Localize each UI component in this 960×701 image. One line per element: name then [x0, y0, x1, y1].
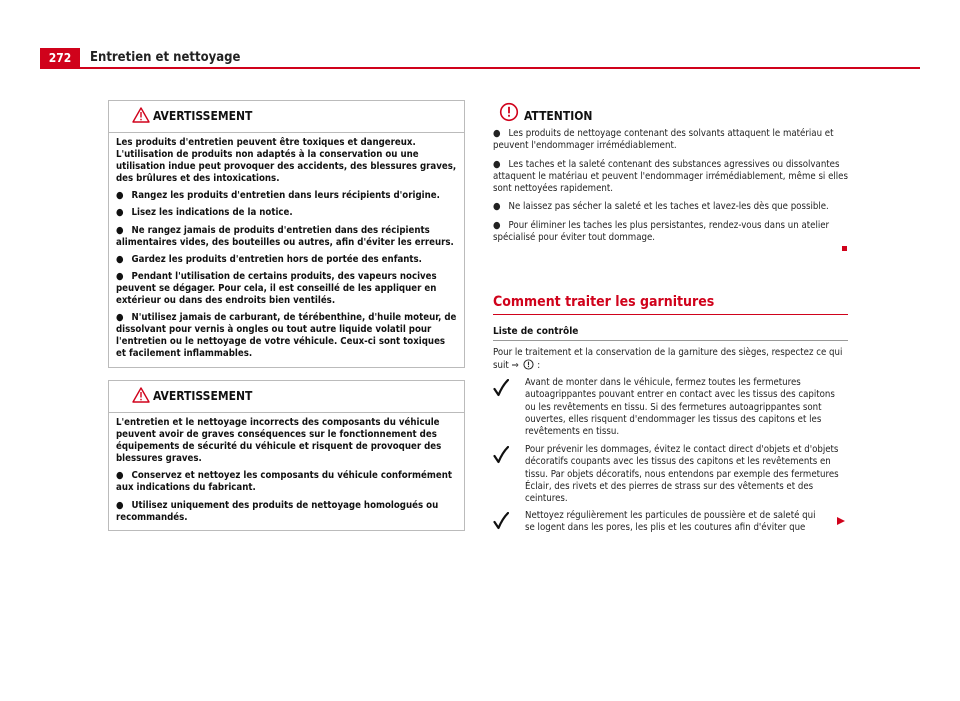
- warning-box-header: [109, 381, 464, 412]
- exclamation-circle-icon: [523, 359, 534, 370]
- attention-heading: ATTENTION: [524, 109, 593, 123]
- end-of-section-marker: [842, 246, 847, 251]
- continue-arrow-icon: [836, 516, 846, 526]
- warning-heading: AVERTISSEMENT: [153, 389, 253, 403]
- checklist-item: [493, 377, 848, 438]
- warning-item: ● Lisez les indications de la notice.: [116, 207, 293, 219]
- warning-body: [109, 413, 464, 530]
- checkmark-icon: [493, 379, 509, 397]
- checklist-item: [493, 510, 848, 535]
- attention-body: [493, 128, 848, 250]
- warning-intro: L'entretien et le nettoyage incorrects des composants du véhicule peuvent avoir de graves conséquences sur le fonctionnement des équipements de sécurité du véhicule et risquent de provoquer des blessures graves.: [116, 417, 442, 465]
- attention-item: ● Les produits de nettoyage contenant des solvants attaquent le matériau et peuvent l'endommager irrémédiablement.: [493, 128, 834, 152]
- checklist-text: Pour prévenir les dommages, évitez le contact direct d'objets et d'objets décoratifs coupants avec les tissus des capitons et les revêtements en tissu. Par objets décoratifs, nous entendons par exemple des fermetures Éclair, des rivets et des pierres de strass sur des vêtements et des ceintures.: [525, 444, 839, 505]
- warning-item: ● Conservez et nettoyez les composants du véhicule conformément aux indications du fabricant.: [116, 470, 452, 494]
- section-title: Comment traiter les garnitures: [493, 294, 715, 310]
- header-rule: [40, 67, 920, 69]
- exclamation-circle-icon: [499, 102, 519, 122]
- warning-intro: Les produits d'entretien peuvent être toxiques et dangereux. L'utilisation de produits non adaptés à la conservation ou une utilisation indue peut provoquer des accidents, des blessures graves, des brûlures et des intoxications.: [116, 137, 457, 185]
- warning-item: ● Gardez les produits d'entretien hors de portée des enfants.: [116, 253, 422, 265]
- warning-item: ● Rangez les produits d'entretien dans leurs récipients d'origine.: [116, 190, 440, 202]
- warning-box-maintenance: [108, 380, 465, 531]
- checklist-item: [493, 444, 848, 505]
- warning-heading: AVERTISSEMENT: [153, 109, 253, 123]
- section-intro: Pour le traitement et la conservation de la garniture des sièges, respectez ce qui suit ⇒ :: [493, 347, 843, 372]
- warning-triangle-icon: [132, 107, 150, 123]
- warning-body: [109, 133, 464, 367]
- attention-item: ● Les taches et la saleté contenant des substances agressives ou dissolvantes attaquent le matériau et peuvent l'endommager irrémédiablement, même si elles sont nettoyées rapidement.: [493, 158, 848, 195]
- section-rule: [493, 314, 848, 315]
- attention-item: ● Ne laissez pas sécher la saleté et les taches et lavez-les dès que possible.: [493, 201, 829, 213]
- page-number: 272: [40, 48, 80, 68]
- warning-item: ● N'utilisez jamais de carburant, de térébenthine, d'huile moteur, de dissolvant pour vernis à ongles ou tout autre liquide volatil pour l'entretien ou le nettoyage de votre véhicule. Ceux-ci sont toxiques et facilement inflammables.: [116, 312, 457, 360]
- warning-box-chemicals: [108, 100, 465, 368]
- subsection-rule: [493, 340, 848, 341]
- attention-item: ● Pour éliminer les taches les plus persistantes, rendez-vous dans un atelier spécialisé pour éviter tout dommage.: [493, 219, 830, 244]
- warning-item: ● Utilisez uniquement des produits de nettoyage homologués ou recommandés.: [116, 499, 439, 523]
- warning-item: ● Pendant l'utilisation de certains produits, des vapeurs nocives peuvent se dégager. Pour cela, il est conseillé de les appliquer en extérieur ou dans des endroits bien ventilés.: [116, 270, 437, 307]
- checkmark-icon: [493, 446, 509, 464]
- warning-box-header: [109, 101, 464, 132]
- checkmark-icon: [493, 512, 509, 530]
- checklist-text: Nettoyez régulièrement les particules de poussière et de saleté qui se logent dans les pores, les plis et les coutures afin d'éviter que: [525, 510, 816, 534]
- subsection-title: Liste de contrôle: [493, 326, 579, 337]
- running-title: Entretien et nettoyage: [90, 50, 241, 65]
- warning-item: ● Ne rangez jamais de produits d'entretien dans des récipients alimentaires vides, des bouteilles ou autres, afin d'éviter les erreurs.: [116, 224, 454, 248]
- checklist-text: Avant de monter dans le véhicule, fermez toutes les fermetures autoagrippantes pouvant entrer en contact avec les tissus des capitons ou les revêtements en tissu. Si des fermetures autoagrippantes sont ouvertes, elles risquent d'endommager les tissus des capitons et les revêtements en tissu.: [525, 377, 835, 438]
- warning-triangle-icon: [132, 387, 150, 403]
- attention-header: [493, 100, 848, 126]
